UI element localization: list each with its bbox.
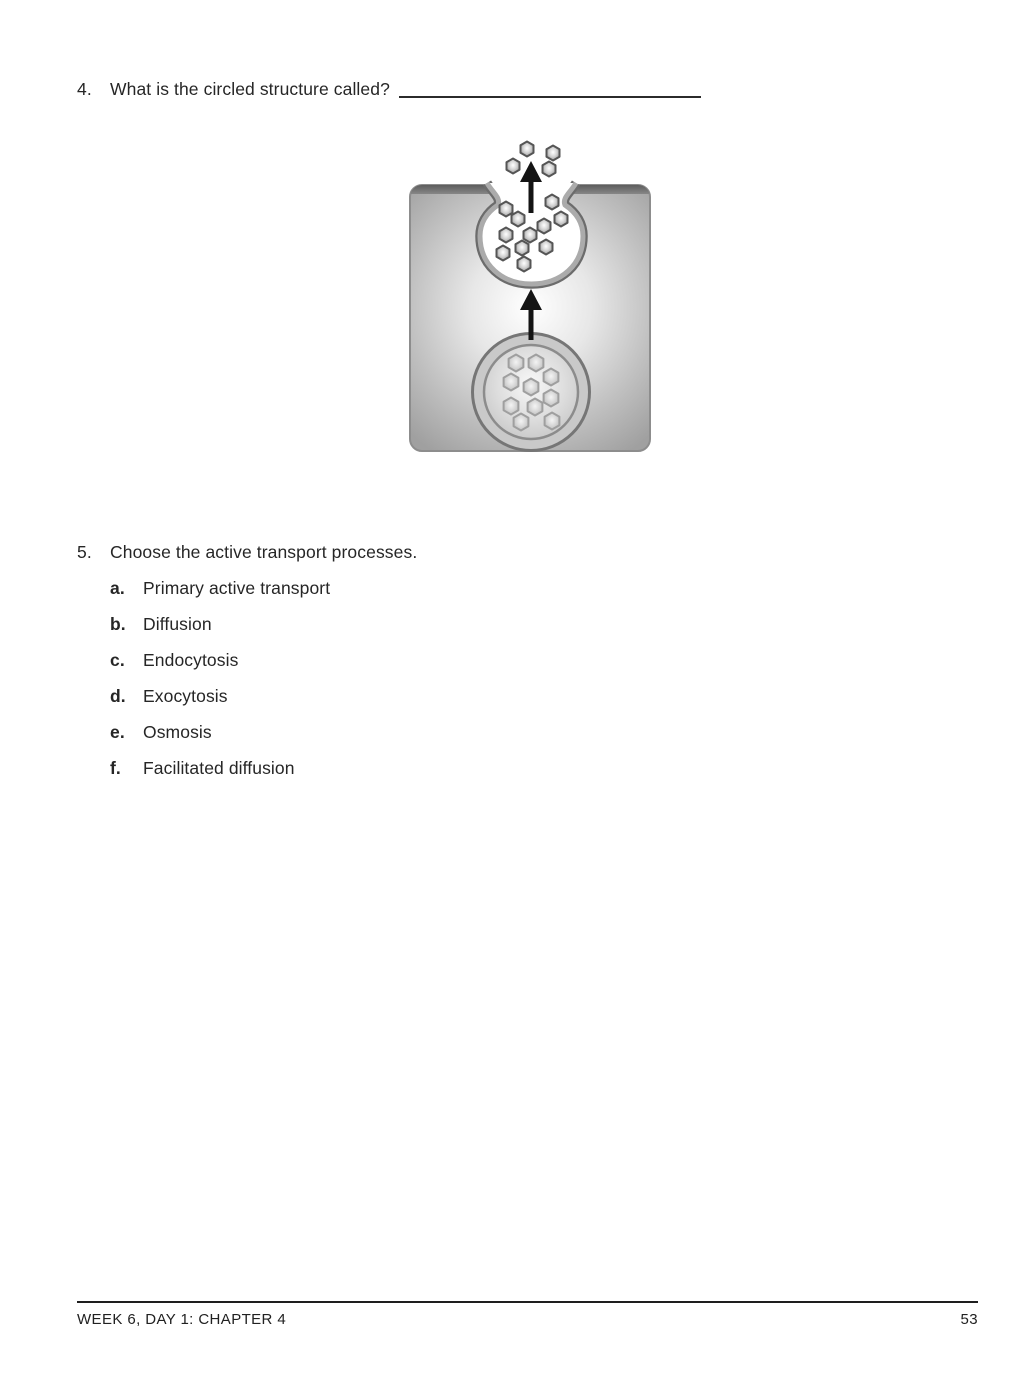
question-4-number: 4. xyxy=(77,79,92,99)
page-number: 53 xyxy=(960,1311,978,1328)
hex-particle xyxy=(504,398,519,415)
option-a-text: Primary active transport xyxy=(143,578,331,598)
option-c xyxy=(77,642,417,678)
hex-particle xyxy=(538,219,551,234)
hex-particle xyxy=(547,146,560,161)
option-d xyxy=(77,678,417,714)
question-5-text: Choose the active transport processes. xyxy=(110,542,418,562)
hex-particle xyxy=(546,195,559,210)
hex-particle xyxy=(507,159,520,174)
hex-particle xyxy=(528,399,543,416)
hex-particle xyxy=(497,246,510,261)
option-e-text: Osmosis xyxy=(143,722,212,742)
question-5-title xyxy=(77,534,417,570)
question-4-text: What is the circled structure called? xyxy=(110,79,390,99)
option-e xyxy=(77,714,417,750)
hex-particle xyxy=(544,369,559,386)
hex-particle xyxy=(544,390,559,407)
hex-particle xyxy=(555,212,568,227)
question-5-number: 5. xyxy=(77,542,92,562)
hex-particle xyxy=(540,240,553,255)
option-a-letter: a. xyxy=(110,578,125,598)
option-d-text: Exocytosis xyxy=(143,686,228,706)
hex-particle xyxy=(524,379,539,396)
hex-particle xyxy=(512,212,525,227)
option-b-text: Diffusion xyxy=(143,614,212,634)
option-c-text: Endocytosis xyxy=(143,650,239,670)
option-f-text: Facilitated diffusion xyxy=(143,758,295,778)
option-f-letter: f. xyxy=(110,758,121,778)
hex-particle xyxy=(545,413,560,430)
hex-particle xyxy=(500,202,513,217)
hex-particle xyxy=(500,228,513,243)
option-f xyxy=(77,750,417,786)
option-b xyxy=(77,606,417,642)
question-4-answer-blank xyxy=(399,96,701,98)
option-d-letter: d. xyxy=(110,686,126,706)
hex-particle xyxy=(543,162,556,177)
hex-particle xyxy=(504,374,519,391)
hex-particle xyxy=(518,257,531,272)
footer-rule xyxy=(77,1301,978,1303)
vesicle xyxy=(473,334,590,451)
hex-particle xyxy=(516,241,529,256)
hex-particle xyxy=(524,228,537,243)
exocytosis-figure xyxy=(380,130,680,470)
option-a xyxy=(77,570,417,606)
page-footer xyxy=(77,1311,978,1328)
hex-particle xyxy=(529,355,544,372)
option-e-letter: e. xyxy=(110,722,125,742)
hex-particle xyxy=(509,355,524,372)
hex-particle xyxy=(514,414,529,431)
option-b-letter: b. xyxy=(110,614,126,634)
hex-particle xyxy=(521,142,534,157)
footer-chapter-label: WEEK 6, DAY 1: CHAPTER 4 xyxy=(77,1311,287,1328)
option-c-letter: c. xyxy=(110,650,125,670)
question-4 xyxy=(77,71,701,107)
question-5 xyxy=(77,534,417,786)
